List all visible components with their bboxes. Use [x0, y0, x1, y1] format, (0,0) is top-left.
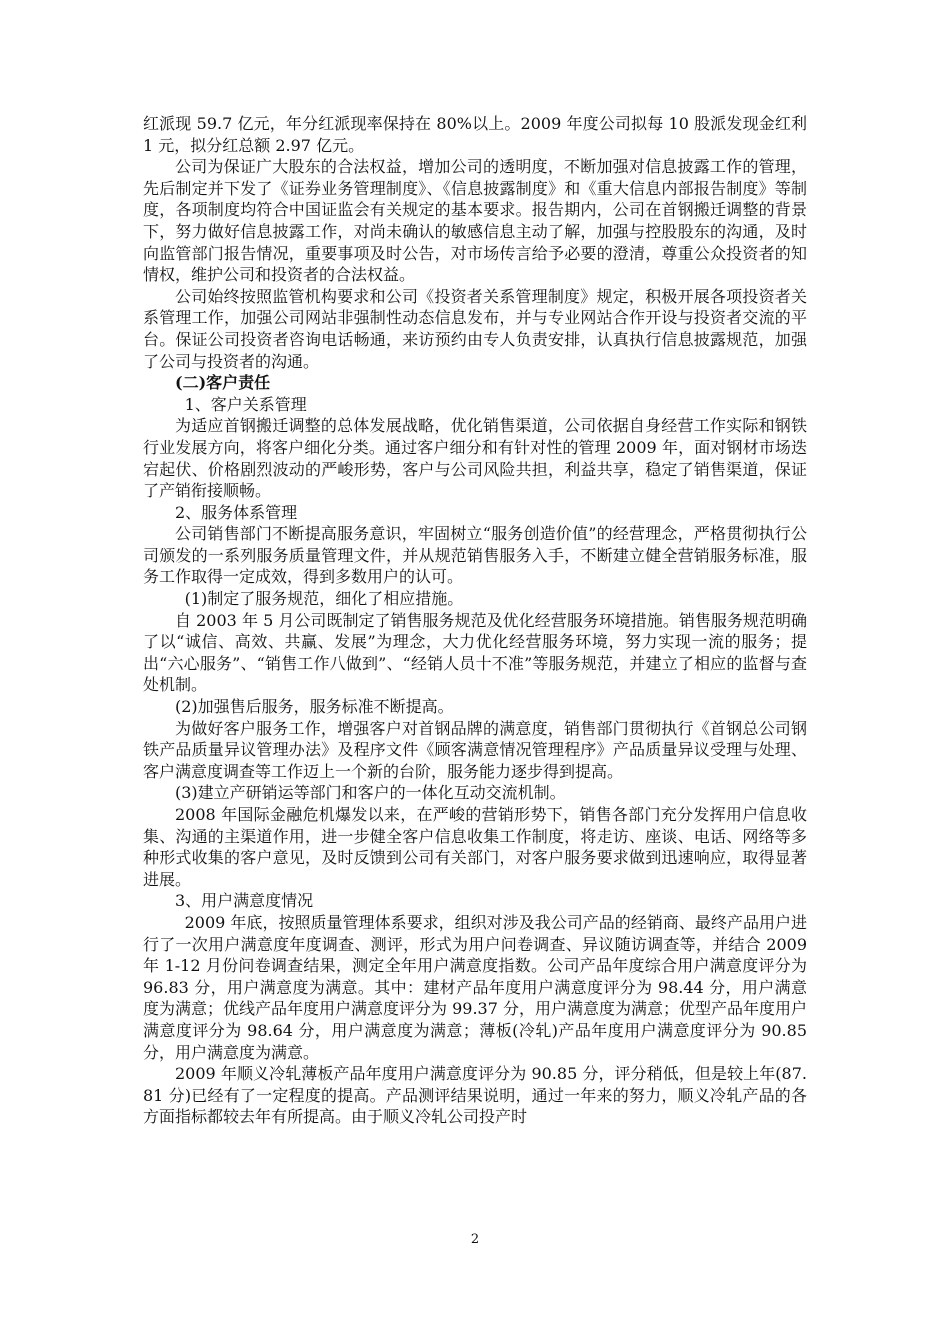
section-heading-customer-responsibility: (二)客户责任 — [175, 373, 271, 393]
item-interaction-mechanism: (3)建立产研销运等部门和客户的一体化互动交流机制。 — [175, 783, 566, 803]
subheading-customer-relations: 1、客户关系管理 — [184, 394, 307, 414]
item-after-sales: (2)加强售后服务，服务标准不断提高。 — [175, 697, 454, 717]
paragraph-investor-relations: 公司始终按照监管机构要求和公司《投资者关系管理制度》规定，积极开展各项投资者关系管理工作，加强公司网站非强制性动态信息发布，并与专业网站合作开设与投资者交流的平台。保证公司投资者咨询电话畅通，来访预约由专人负责安排，认真执行信息披露规范，加强了公司与投资者的沟通。 — [143, 286, 807, 371]
paragraph-interaction-mechanism: 2008 年国际金融危机爆发以来，在严峻的营销形势下，销售各部门充分发挥用户信息收集、沟通的主渠道作用，进一步健全客户信息收集工作制度，将走访、座谈、电话、网络等多种形式收集的客户意见，及时反馈到公司有关部门，对客户服务要求做到迅速响应，取得显著进展。 — [143, 805, 807, 889]
item-service-norms: (1)制定了服务规范，细化了相应措施。 — [184, 589, 464, 609]
subheading-service-system: 2、服务体系管理 — [175, 502, 298, 522]
paragraph-service-norms: 自 2003 年 5 月公司既制定了销售服务规范及优化经营服务环境措施。销售服务规范明确了以“诚信、高效、共赢、发展”为理念，大力优化经营服务环境，努力实现一流的服务；提出“六心服务”、“销售工作八做到”、“经销人员十不准”等服务规范，并建立了相应的监督与查处机制。 — [143, 610, 807, 695]
paragraph-customer-relations: 为适应首钢搬迁调整的总体发展战略，优化销售渠道，公司依据自身经营工作实际和钢铁行业发展方向，将客户细化分类。通过客户细分和有针对性的管理 2009 年，面对钢材市场迭宕起伏、价格剧烈波动的严峻形势，客户与公司风险共担，利益共享，稳定了销售渠道，保证了产销衔接顺畅。 — [143, 416, 807, 501]
paragraph-dividend: 红派现 59.7 亿元，年分红派现率保持在 80%以上。2009 年度公司拟每 10 股派发现金红利 1 元，拟分红总额 2.97 亿元。 — [143, 114, 807, 155]
paragraph-satisfaction-survey: 2009 年底，按照质量管理体系要求，组织对涉及我公司产品的经销商、最终产品用户进行了一次用户满意度年度调查、测评，形式为用户问卷调查、异议随访调查等，并结合 2009 年 1-12 月份问卷调查结果，测定全年用户满意度指数。公司产品年度综合用户满意度评分为 96.83 分，用户满意度为满意。其中：建材产品年度用户满意度评分为 98.44 分，用户满意度为满意；优线产品年度用户满意度评分为 99.37 分，用户满意度为满意；优型产品年度用户满意度评分为 98.64 分，用户满意度为满意；薄板(冷轧)产品年度用户满意度评分为 90.85 分，用户满意度为满意。 — [143, 912, 807, 1062]
paragraph-service-system: 公司销售部门不断提高服务意识，牢固树立“服务创造价值”的经营理念，严格贯彻执行公司颁发的一系列服务质量管理文件，并从规范销售服务入手，不断建立健全营销服务标准，服务工作取得一定成效，得到多数用户的认可。 — [143, 524, 807, 587]
paragraph-shunyi-cold-rolled: 2009 年顺义冷轧薄板产品年度用户满意度评分为 90.85 分，评分稍低，但是较上年(87.81 分)已经有了一定程度的提高。产品测评结果说明，通过一年来的努力，顺义冷轧产品的各方面指标都较去年有所提高。由于顺义冷轧公司投产时 — [143, 1064, 807, 1127]
page-number: 2 — [470, 1232, 480, 1247]
paragraph-after-sales: 为做好客户服务工作，增强客户对首钢品牌的满意度，销售部门贯彻执行《首钢总公司钢铁产品质量异议管理办法》及程序文件《顾客满意情况管理程序》产品质量异议受理与处理、客户满意度调查等工作迈上一个新的台阶，服务能力逐步得到提高。 — [143, 718, 807, 781]
paragraph-disclosure: 公司为保证广大股东的合法权益，增加公司的透明度，不断加强对信息披露工作的管理，先后制定并下发了《证券业务管理制度》、《信息披露制度》和《重大信息内部报告制度》等制度，各项制度均符合中国证监会有关规定的基本要求。报告期内，公司在首钢搬迁调整的背景下，努力做好信息披露工作，对尚未确认的敏感信息主动了解，加强与控股股东的沟通，及时向监管部门报告情况，重要事项及时公告，对市场传言给予必要的澄清，尊重公众投资者的知情权，维护公司和投资者的合法权益。 — [143, 157, 807, 285]
document-body — [143, 113, 807, 1128]
subheading-satisfaction: 3、用户满意度情况 — [175, 891, 314, 911]
